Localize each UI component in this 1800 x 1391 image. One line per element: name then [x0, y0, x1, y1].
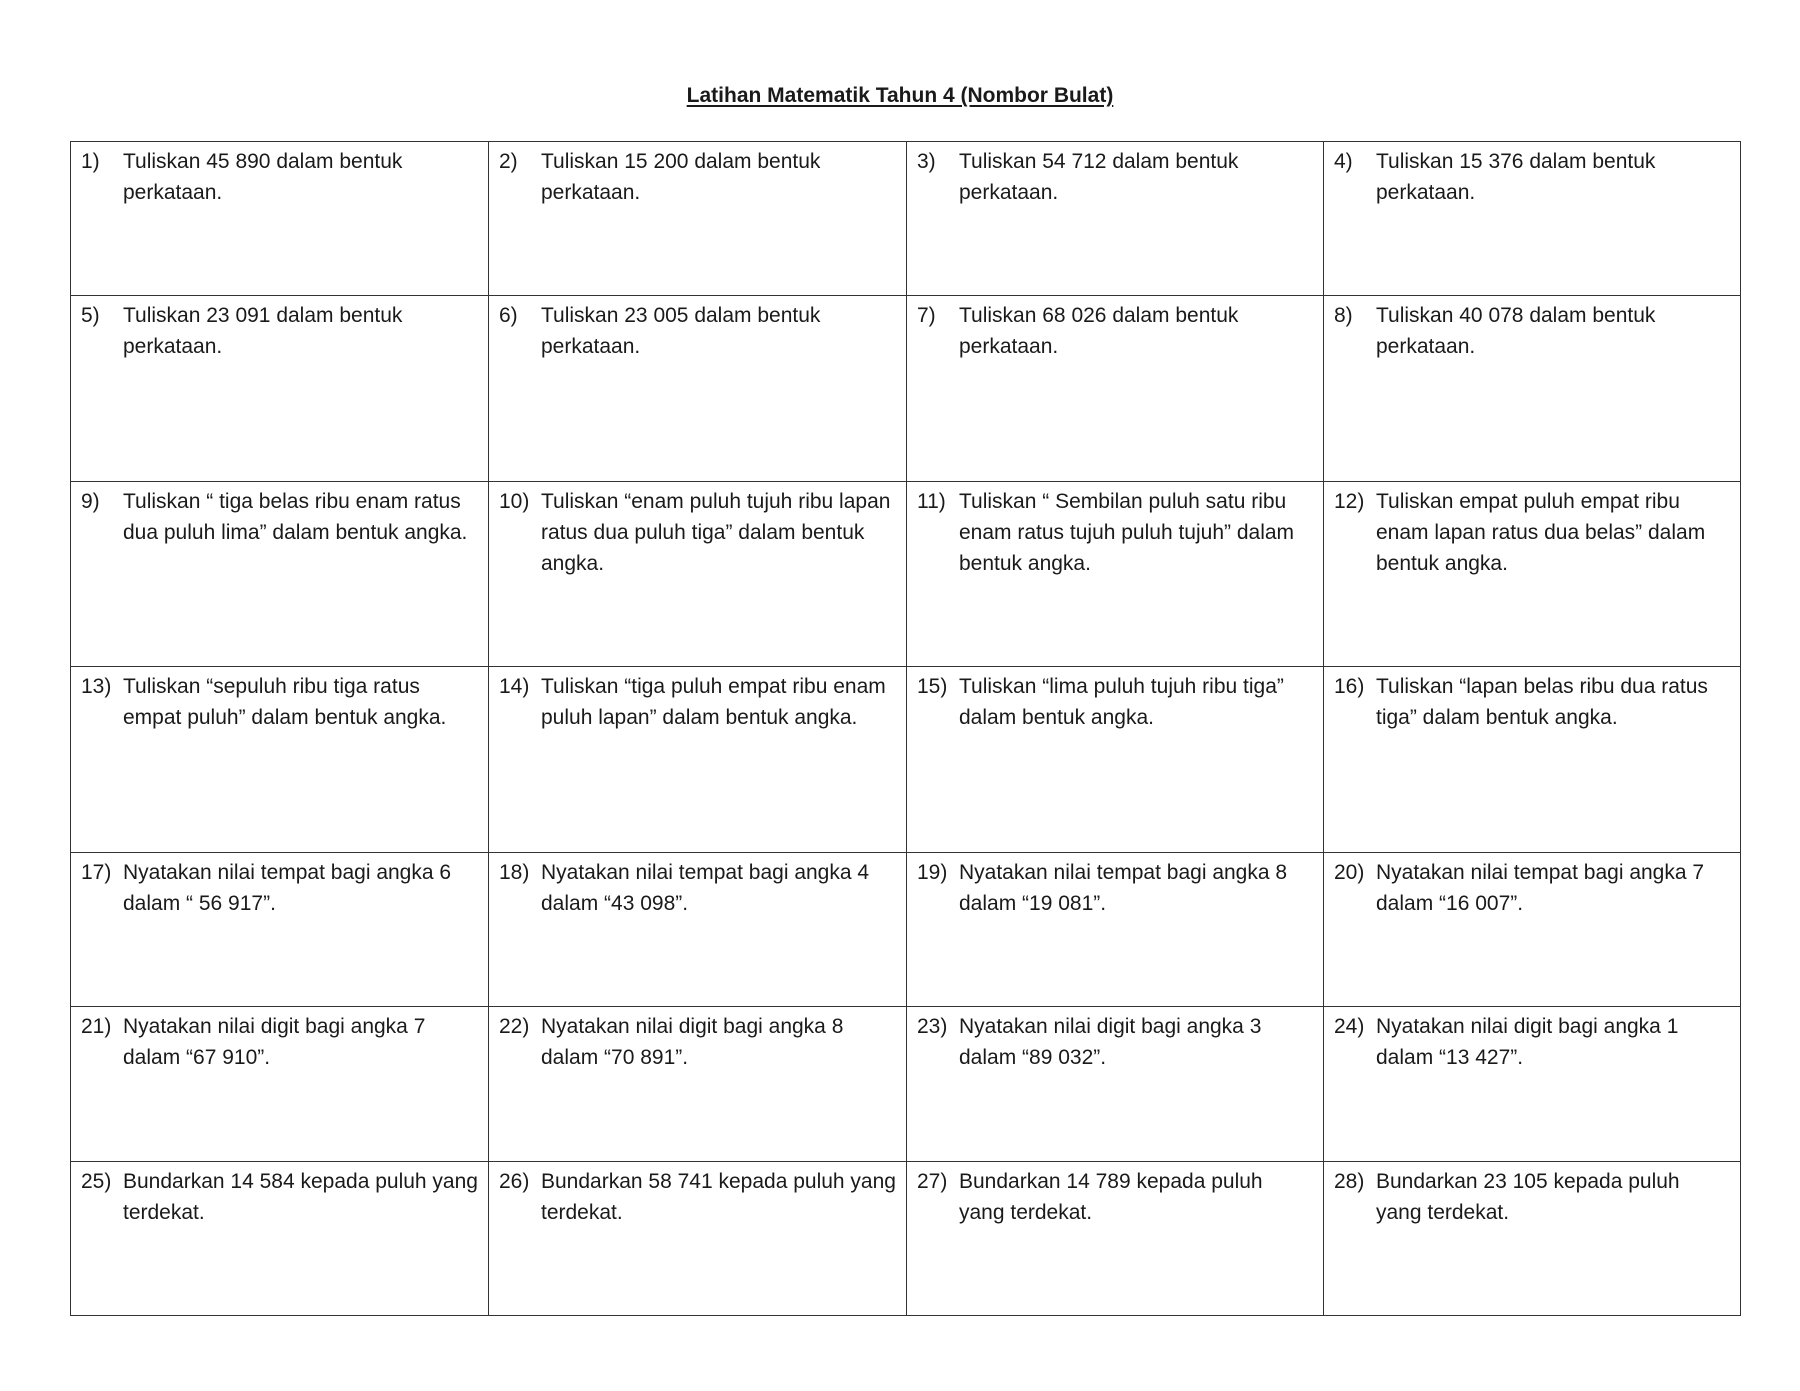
question-text: Tuliskan 23 005 dalam bentuk perkataan. — [541, 304, 821, 358]
question-cell — [907, 142, 1324, 296]
question-number: 28) — [1334, 1170, 1365, 1193]
question-text: Tuliskan empat puluh empat ribu enam lapan ratus dua belas” dalam bentuk angka. — [1376, 490, 1706, 575]
question-cell — [489, 1162, 907, 1316]
question-text: Tuliskan 54 712 dalam bentuk perkataan. — [959, 150, 1239, 204]
question-row — [71, 1162, 1741, 1316]
question-number: 5) — [81, 304, 100, 327]
question-text: Nyatakan nilai digit bagi angka 8 dalam “70 891”. — [541, 1015, 844, 1069]
question-text: Nyatakan nilai digit bagi angka 7 dalam “67 910”. — [123, 1015, 426, 1069]
page-title: Latihan Matematik Tahun 4 (Nombor Bulat) — [686, 84, 1114, 107]
question-number: 12) — [1334, 490, 1365, 513]
question-number: 24) — [1334, 1015, 1365, 1038]
question-text: Tuliskan “sepuluh ribu tiga ratus empat puluh” dalam bentuk angka. — [123, 675, 447, 729]
question-cell — [489, 1007, 907, 1162]
question-cell — [71, 853, 489, 1007]
question-cell — [1324, 296, 1741, 482]
question-number: 22) — [499, 1015, 530, 1038]
question-row — [71, 667, 1741, 853]
question-number: 8) — [1334, 304, 1353, 327]
question-cell — [489, 296, 907, 482]
question-number: 23) — [917, 1015, 948, 1038]
question-text: Bundarkan 23 105 kepada puluh yang terdekat. — [1376, 1170, 1680, 1224]
question-text: Nyatakan nilai tempat bagi angka 6 dalam “ 56 917”. — [123, 861, 452, 915]
question-number: 1) — [81, 150, 100, 173]
question-cell — [1324, 1162, 1741, 1316]
question-cell — [907, 667, 1324, 853]
question-text: Bundarkan 14 584 kepada puluh yang terdekat. — [123, 1170, 478, 1224]
question-cell — [907, 853, 1324, 1007]
question-text: Nyatakan nilai tempat bagi angka 8 dalam “19 081”. — [959, 861, 1288, 915]
question-row — [71, 296, 1741, 482]
question-text: Tuliskan “enam puluh tujuh ribu lapan ratus dua puluh tiga” dalam bentuk angka. — [541, 490, 891, 575]
question-text: Tuliskan 15 376 dalam bentuk perkataan. — [1376, 150, 1656, 204]
question-text: Tuliskan “lima puluh tujuh ribu tiga” dalam bentuk angka. — [959, 675, 1284, 729]
question-number: 7) — [917, 304, 936, 327]
question-cell — [1324, 1007, 1741, 1162]
question-text: Tuliskan 23 091 dalam bentuk perkataan. — [123, 304, 403, 358]
question-text: Bundarkan 14 789 kepada puluh yang terdekat. — [959, 1170, 1263, 1224]
question-text: Tuliskan 45 890 dalam bentuk perkataan. — [123, 150, 403, 204]
question-text: Tuliskan 15 200 dalam bentuk perkataan. — [541, 150, 821, 204]
question-number: 18) — [499, 861, 530, 884]
question-number: 15) — [917, 675, 948, 698]
question-cell — [1324, 142, 1741, 296]
question-number: 4) — [1334, 150, 1353, 173]
question-text: Tuliskan “ Sembilan puluh satu ribu enam ratus tujuh puluh tujuh” dalam bentuk angka. — [959, 490, 1295, 575]
question-cell — [71, 482, 489, 667]
question-text: Nyatakan nilai digit bagi angka 3 dalam “89 032”. — [959, 1015, 1262, 1069]
question-table — [70, 141, 1741, 1316]
question-number: 2) — [499, 150, 518, 173]
question-cell — [71, 296, 489, 482]
question-cell — [1324, 482, 1741, 667]
question-cell — [907, 482, 1324, 667]
question-cell — [71, 667, 489, 853]
question-row — [71, 1007, 1741, 1162]
question-number: 9) — [81, 490, 100, 513]
question-number: 10) — [499, 490, 530, 513]
question-text: Tuliskan “ tiga belas ribu enam ratus dua puluh lima” dalam bentuk angka. — [123, 490, 468, 544]
question-number: 17) — [81, 861, 112, 884]
question-text: Bundarkan 58 741 kepada puluh yang terdekat. — [541, 1170, 896, 1224]
question-cell — [907, 296, 1324, 482]
question-number: 25) — [81, 1170, 112, 1193]
question-number: 20) — [1334, 861, 1365, 884]
question-number: 27) — [917, 1170, 948, 1193]
question-number: 14) — [499, 675, 530, 698]
question-cell — [71, 1007, 489, 1162]
question-number: 19) — [917, 861, 948, 884]
question-cell — [489, 142, 907, 296]
question-cell — [71, 1162, 489, 1316]
question-row — [71, 482, 1741, 667]
question-number: 21) — [81, 1015, 112, 1038]
question-text: Nyatakan nilai tempat bagi angka 7 dalam “16 007”. — [1376, 861, 1705, 915]
question-row — [71, 853, 1741, 1007]
question-text: Tuliskan 68 026 dalam bentuk perkataan. — [959, 304, 1239, 358]
question-text: Nyatakan nilai tempat bagi angka 4 dalam “43 098”. — [541, 861, 870, 915]
question-cell — [907, 1162, 1324, 1316]
question-text: Tuliskan “lapan belas ribu dua ratus tiga” dalam bentuk angka. — [1376, 675, 1708, 729]
question-text: Nyatakan nilai digit bagi angka 1 dalam “13 427”. — [1376, 1015, 1679, 1069]
question-number: 11) — [917, 490, 946, 513]
question-cell — [489, 667, 907, 853]
question-cell — [71, 142, 489, 296]
question-text: Tuliskan 40 078 dalam bentuk perkataan. — [1376, 304, 1656, 358]
question-cell — [1324, 667, 1741, 853]
question-text: Tuliskan “tiga puluh empat ribu enam puluh lapan” dalam bentuk angka. — [541, 675, 886, 729]
question-cell — [489, 853, 907, 1007]
question-number: 13) — [81, 675, 112, 698]
question-number: 26) — [499, 1170, 530, 1193]
question-number: 16) — [1334, 675, 1365, 698]
question-number: 6) — [499, 304, 518, 327]
question-row — [71, 142, 1741, 296]
question-cell — [907, 1007, 1324, 1162]
question-number: 3) — [917, 150, 936, 173]
question-cell — [1324, 853, 1741, 1007]
question-cell — [489, 482, 907, 667]
